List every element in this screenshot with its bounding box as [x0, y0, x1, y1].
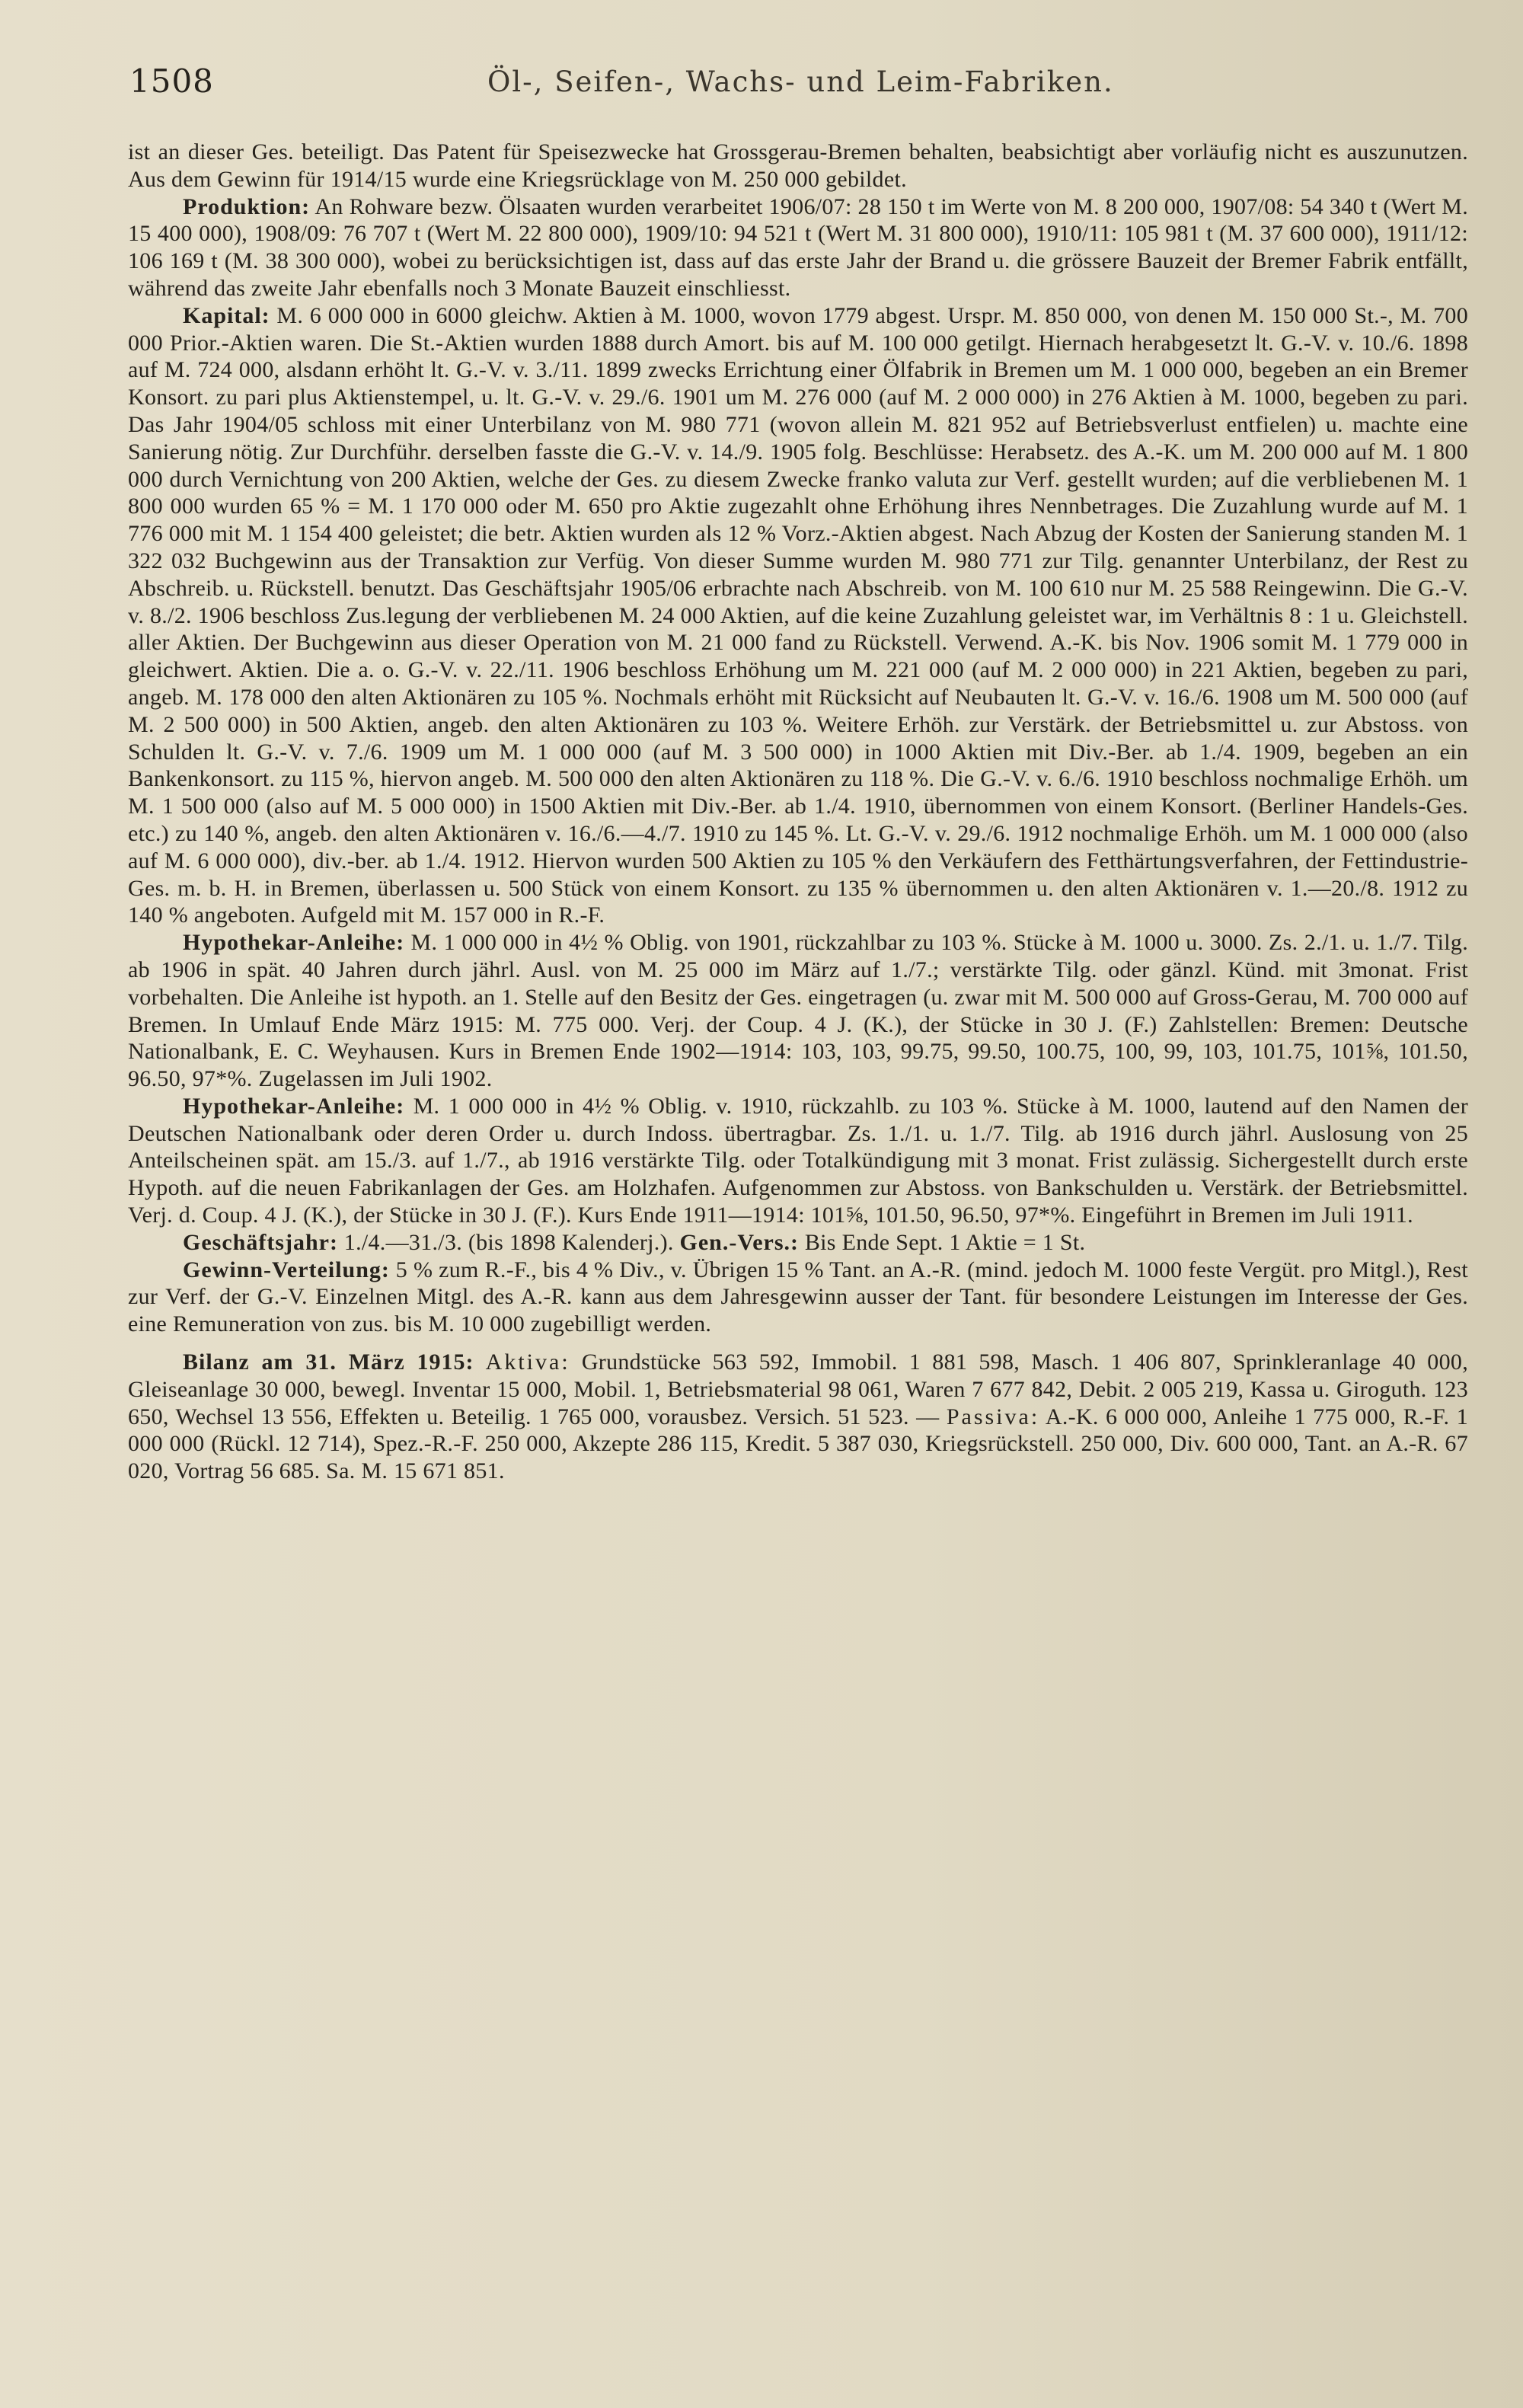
body-text [128, 139, 1468, 1485]
geschaeftsjahr-text: 1./4.—31./3. (bis 1898 Kalenderj.). [337, 1229, 680, 1255]
hypothekar-anleihe-1901-text: M. 1 000 000 in 4½ % Oblig. von 1901, rückzahlbar zu 103 %. Stücke à M. 1000 u. 3000. Zs. 2./1. u. 1./7. Tilg. ab 1906 in spät. 40 Jahren durch jährl. Ausl. von M. 25 000 im März auf 1./7.; verstärkte Tilg. oder gänzl. Künd. mit 3monat. Frist vorbehalten. Die Anleihe ist hypoth. an 1. Stelle auf den Besitz der Ges. eingetragen (u. zwar mit M. 500 000 auf Gross-Gerau, M. 700 000 auf Bremen. In Umlauf Ende März 1915: M. 775 000. Verj. der Coup. 4 J. (K.), der Stücke in 30 J. (F.) Zahlstellen: Bremen: Deutsche Nationalbank, E. C. Weyhausen. Kurs in Bremen Ende 1902—1914: 103, 103, 99.75, 99.50, 100.75, 100, 99, 103, 101.75, 101⅝, 101.50, 96.50, 97*%. Zugelassen im Juli 1902. [128, 930, 1468, 1092]
hypothekar-anleihe-1910-paragraph [128, 1093, 1468, 1229]
geschaeftsjahr-heading: Geschäftsjahr: [183, 1229, 338, 1255]
kapital-heading: Kapital: [183, 302, 270, 328]
gewinn-verteilung-heading: Gewinn-Verteilung: [183, 1257, 390, 1282]
aktiva-text: Grundstücke 563 592, Immobil. 1 881 598, Masch. 1 406 807, Sprinkleranlage 40 000, Gleiseanlage 30 000, bewegl. Inventar 15 000, Mobil. 1, Betriebsmaterial 98 061, Waren 7 677 842, Debit. 2 005 219, Kassa u. Giroguth. 123 650, Wechsel 13 556, Effekten u. Beteilig. 1 765 000, vorausbez. Versich. 51 523. — [128, 1349, 1469, 1429]
hypothekar-anleihe-1910-heading: Hypothekar-Anleihe: [183, 1093, 405, 1119]
aktiva-label: Aktiva: [485, 1349, 570, 1375]
hypothekar-anleihe-1910-text: M. 1 000 000 in 4½ % Oblig. v. 1910, rückzahlb. zu 103 %. Stücke à M. 1000, lautend auf den Namen der Deutschen Nationalbank oder deren Order u. durch Indoss. übertragbar. Zs. 1./1. u. 1./7. Tilg. ab 1916 durch jährl. Auslosung von 25 Anteilscheinen spät. am 15./3. auf 1./7., ab 1916 verstärkte Tilg. oder Totalkündigung mit 3 monat. Frist zulässig. Sichergestellt durch erste Hypoth. auf die neuen Fabrikanlagen der Ges. am Holzhafen. Aufgenommen zur Abstoss. von Bankschulden u. Verstärk. der Betriebsmittel. Verj. d. Coup. 4 J. (K.), der Stücke in 30 J. (F.). Kurs Ende 1911—1914: 101⅝, 101.50, 96.50, 97*%. Eingeführt in Bremen im Juli 1911. [128, 1093, 1468, 1228]
running-title: Öl-, Seifen-, Wachs- und Leim-Fabriken. [487, 65, 1114, 98]
bilanz-heading: Bilanz am 31. März 1915: [183, 1349, 474, 1375]
page-header [129, 62, 1470, 108]
gen-vers-heading: Gen.-Vers.: [679, 1229, 800, 1255]
gen-vers-text: Bis Ende Sept. 1 Aktie = 1 St. [799, 1229, 1086, 1255]
produktion-heading: Produktion: [183, 193, 311, 219]
gewinn-verteilung-paragraph [128, 1257, 1468, 1338]
passiva-text: A.-K. 6 000 000, Anleihe 1 775 000, R.-F. 1 000 000 (Rückl. 12 714), Spez.-R.-F. 250 000, Akzepte 286 115, Kredit. 5 387 030, Kriegsrückstell. 250 000, Div. 600 000, Tant. an A.-R. 67 020, Vortrag 56 685. Sa. M. 15 671 851. [128, 1404, 1468, 1484]
kapital-paragraph [128, 302, 1468, 929]
produktion-paragraph [128, 193, 1468, 302]
page-number: 1508 [129, 62, 214, 100]
geschaeftsjahr-paragraph [128, 1229, 1468, 1257]
kapital-text: M. 6 000 000 in 6000 gleichw. Aktien à M. 1000, wovon 1779 abgest. Urspr. M. 850 000, von denen M. 150 000 St.-, M. 700 000 Prior.-Aktien waren. Die St.-Aktien wurden 1888 durch Amort. bis auf M. 100 000 getilgt. Hiernach herabgesetzt lt. G.-V. v. 10./6. 1898 auf M. 724 000, alsdann erhöht lt. G.-V. v. 3./11. 1899 zwecks Errichtung einer Ölfabrik in Bremen um M. 1 000 000, begeben an ein Bremer Konsort. zu pari plus Aktienstempel, u. lt. G.-V. v. 29./6. 1901 um M. 276 000 (auf M. 2 000 000) in 276 Aktien à M. 1000, begeben zu pari. Das Jahr 1904/05 schloss mit einer Unterbilanz von M. 980 771 (wovon allein M. 821 952 auf Betriebsverlust entfielen) u. machte eine Sanierung nötig. Zur Durchführ. derselben fasste die G.-V. v. 14./9. 1905 folg. Beschlüsse: Herabsetz. des A.-K. um M. 200 000 auf M. 1 800 000 durch Vernichtung von 200 Aktien, welche der Ges. zu diesem Zwecke franko valuta zur Verf. gestellt wurden; auf die verbliebenen M. 1 800 000 wurden 65 % = M. 1 170 000 oder M. 650 pro Aktie zugezahlt ohne Erhöhung ihres Nennbetrages. Die Zuzahlung wurde auf M. 1 776 000 mit M. 1 154 400 geleistet; die betr. Aktien wurden als 12 % Vorz.-Aktien abgest. Nach Abzug der Kosten der Sanierung standen M. 1 322 032 Buchgewinn aus der Transaktion zur Verfüg. Von dieser Summe wurden M. 980 771 zur Tilg. genannter Unterbilanz, der Rest zu Abschreib. u. Rückstell. benutzt. Das Geschäftsjahr 1905/06 erbrachte nach Abschreib. von M. 100 610 nur M. 25 588 Reingewinn. Die G.-V. v. 8./2. 1906 beschloss Zus.legung der verbliebenen M. 24 000 Aktien, auf die keine Zuzahlung geleistet war, im Verhältnis 8 : 1 u. Gleichstell. aller Aktien. Der Buchgewinn aus dieser Operation von M. 21 000 fand zu Rückstell. Verwend. A.-K. bis Nov. 1906 somit M. 1 779 000 in gleichwert. Aktien. Die a. o. G.-V. v. 22./11. 1906 beschloss Erhöhung um M. 221 000 (auf M. 2 000 000) in 221 Aktien, begeben zu pari, angeb. M. 178 000 den alten Aktionären zu 105 %. Nochmals erhöht mit Rücksicht auf Neubauten lt. G.-V. v. 16./6. 1908 um M. 500 000 (auf M. 2 500 000) in 500 Aktien, angeb. den alten Aktionären zu 103 %. Weitere Erhöh. zur Verstärk. der Betriebsmittel u. zur Abstoss. von Schulden lt. G.-V. v. 7./6. 1909 um M. 1 000 000 (auf M. 3 500 000) in 1000 Aktien mit Div.-Ber. ab 1./4. 1909, begeben an ein Bankenkonsort. zu 115 %, hiervon angeb. M. 500 000 den alten Aktionären zu 118 %. Die G.-V. v. 6./6. 1910 beschloss nochmalige Erhöh. um M. 1 500 000 (also auf M. 5 000 000) in 1500 Aktien mit Div.-Ber. ab 1./4. 1910, übernommen von einem Konsort. (Berliner Handels-Ges. etc.) zu 140 %, angeb. den alten Aktionären v. 16./6.—4./7. 1910 zu 145 %. Lt. G.-V. v. 29./6. 1912 nochmalige Erhöh. um M. 1 000 000 (also auf M. 6 000 000), div.-ber. ab 1./4. 1912. Hiervon wurden 500 Aktien zu 105 % den Verkäufern des Fetthärtungsverfahren, der Fettindustrie-Ges. m. b. H. in Bremen, überlassen u. 500 Stück von einem Konsort. zu 135 % übernommen u. den alten Aktionären v. 1.—20./8. 1912 zu 140 % angeboten. Aufgeld mit M. 157 000 in R.-F. [128, 302, 1468, 928]
intro-paragraph [128, 139, 1468, 193]
hypothekar-anleihe-1901-heading: Hypothekar-Anleihe: [183, 930, 405, 956]
hypothekar-anleihe-1901-paragraph [128, 929, 1468, 1093]
intro-text: ist an dieser Ges. beteiligt. Das Patent für Speisezwecke hat Grossgerau-Bremen behalten, beabsichtigt aber vorläufig nicht es auszunutzen. Aus dem Gewinn für 1914/15 wurde eine Kriegsrücklage von M. 250 000 gebildet. [128, 139, 1468, 192]
gewinn-verteilung-text: 5 % zum R.-F., bis 4 % Div., v. Übrigen 15 % Tant. an A.-R. (mind. jedoch M. 1000 feste Vergüt. pro Mitgl.), Rest zur Verf. der G.-V. Einzelnen Mitgl. des A.-R. kann aus dem Jahresgewinn ausser der Tant. für besondere Leistungen im Interesse der Ges. eine Remuneration von zus. bis M. 10 000 zugebilligt werden. [128, 1257, 1468, 1337]
passiva-label: Passiva: [946, 1404, 1040, 1429]
bilanz-paragraph [128, 1349, 1468, 1485]
produktion-text: An Rohware bezw. Ölsaaten wurden verarbeitet 1906/07: 28 150 t im Werte von M. 8 200 000, 1907/08: 54 340 t (Wert M. 15 400 000), 1908/09: 76 707 t (Wert M. 22 800 000), 1909/10: 94 521 t (Wert M. 31 800 000), 1910/11: 105 981 t (M. 37 600 000), 1911/12: 106 169 t (M. 38 300 000), wobei zu berücksichtigen ist, dass auf das erste Jahr der Brand u. die grössere Bauzeit der Bremer Fabrik entfällt, während das zweite Jahr ebenfalls noch 3 Monate Bauzeit einschliesst. [128, 193, 1468, 301]
